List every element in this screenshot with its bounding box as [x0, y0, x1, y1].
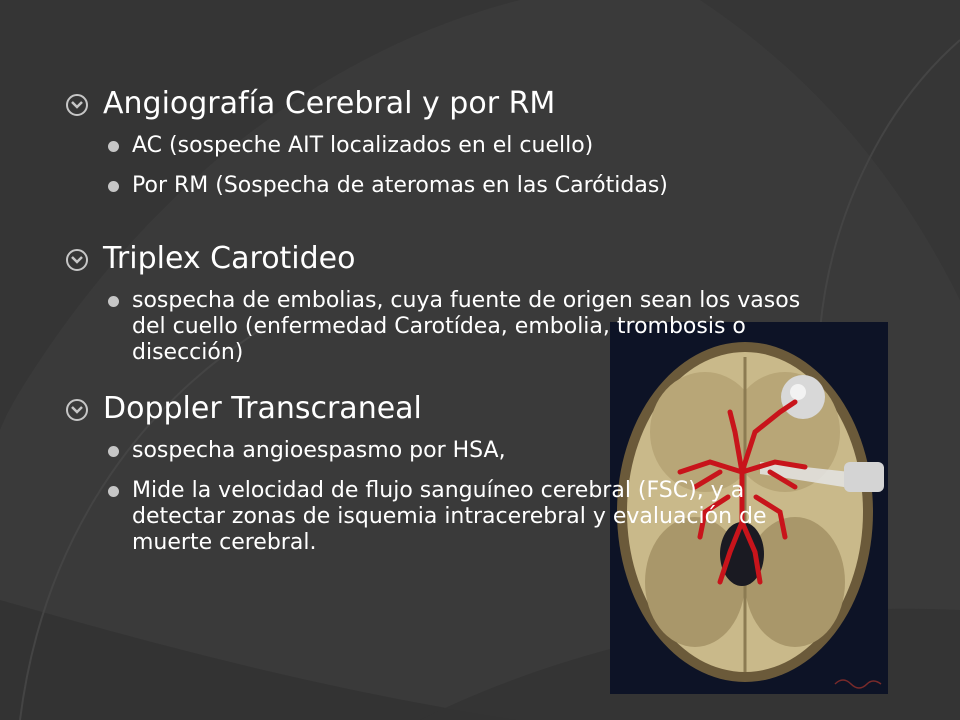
bullet-item: Por RM (Sospecha de ateromas en las Carótidas) [132, 173, 668, 198]
dot-icon [108, 446, 119, 457]
circle-chevron-down-icon [64, 92, 90, 118]
circle-chevron-down-icon [64, 397, 90, 423]
section-heading: Doppler Transcraneal [103, 391, 422, 426]
dot-icon [108, 181, 119, 192]
bullet-item: AC (sospeche AIT localizados en el cuello) [132, 133, 594, 158]
section-heading: Angiografía Cerebral y por RM [103, 86, 556, 121]
dot-icon [108, 296, 119, 307]
bullet-item: sospecha de embolias, cuya fuente de origen sean los vasos del cuello (enfermedad Carotídea, embolia, trombosis o disección) [132, 288, 801, 365]
bullet-item: Mide la velocidad de flujo sanguíneo cerebral (FSC), y a detectar zonas de isquemia intracerebral y evaluación de muerte cerebral. [132, 478, 767, 555]
dot-icon [108, 141, 119, 152]
section-heading: Triplex Carotideo [103, 241, 356, 276]
bullet-item: sospecha angioespasmo por HSA, [132, 438, 506, 463]
dot-icon [108, 486, 119, 497]
circle-chevron-down-icon [64, 247, 90, 273]
